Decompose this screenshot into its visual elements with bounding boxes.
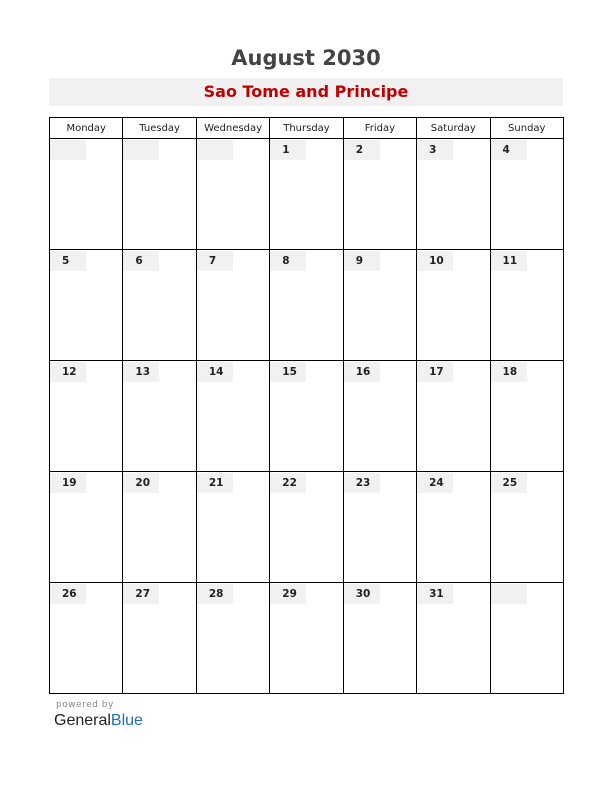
weekday-wednesday: Wednesday [196,118,269,139]
day-number: 18 [491,362,527,382]
week-row [50,250,564,361]
day-number: 28 [197,584,233,604]
day-number: 13 [123,362,159,382]
day-cell [343,250,416,361]
weekday-monday: Monday [50,118,123,139]
powered-by-text: powered by [56,700,114,710]
day-number: 6 [123,251,159,271]
calendar-grid [49,117,564,694]
day-number: 27 [123,584,159,604]
weekday-friday: Friday [343,118,416,139]
day-number: 21 [197,473,233,493]
day-cell [123,250,196,361]
day-cell [196,250,269,361]
country-banner: Sao Tome and Principe [49,78,563,106]
empty-day-cell [490,583,563,694]
day-number: 12 [50,362,86,382]
day-cell [343,361,416,472]
day-number: 15 [270,362,306,382]
day-cell [123,361,196,472]
day-cell [270,361,343,472]
day-number [123,140,159,160]
brand-general: General [54,712,111,729]
day-cell [196,472,269,583]
weekday-header-row [50,118,564,139]
day-number [197,140,233,160]
day-cell [123,472,196,583]
day-number: 4 [491,140,527,160]
day-number: 22 [270,473,306,493]
day-number: 26 [50,584,86,604]
day-number: 7 [197,251,233,271]
day-cell [343,139,416,250]
empty-day-cell [50,139,123,250]
day-number: 14 [197,362,233,382]
empty-day-cell [123,139,196,250]
day-number: 10 [417,251,453,271]
day-number: 1 [270,140,306,160]
day-cell [270,139,343,250]
day-number: 17 [417,362,453,382]
day-cell [270,583,343,694]
day-number: 25 [491,473,527,493]
empty-day-cell [196,139,269,250]
day-number: 5 [50,251,86,271]
day-number: 2 [344,140,380,160]
day-cell [417,361,490,472]
day-number: 3 [417,140,453,160]
day-cell [417,583,490,694]
week-row [50,361,564,472]
day-cell [270,250,343,361]
day-cell [196,583,269,694]
weekday-thursday: Thursday [270,118,343,139]
day-cell [50,583,123,694]
day-cell [490,472,563,583]
week-row [50,472,564,583]
day-number: 20 [123,473,159,493]
day-number: 23 [344,473,380,493]
day-cell [196,361,269,472]
day-number: 24 [417,473,453,493]
day-cell [50,361,123,472]
day-cell [270,472,343,583]
day-cell [343,472,416,583]
day-cell [50,250,123,361]
weekday-sunday: Sunday [490,118,563,139]
week-row [50,139,564,250]
weekday-tuesday: Tuesday [123,118,196,139]
day-cell [50,472,123,583]
day-number: 8 [270,251,306,271]
day-number [491,584,527,604]
day-cell [343,583,416,694]
day-number: 16 [344,362,380,382]
day-cell [417,139,490,250]
day-cell [417,472,490,583]
week-row [50,583,564,694]
calendar-title: August 2030 [231,46,381,70]
day-cell [123,583,196,694]
day-cell [490,361,563,472]
day-cell [490,139,563,250]
weekday-saturday: Saturday [417,118,490,139]
day-number: 11 [491,251,527,271]
day-number: 31 [417,584,453,604]
day-number: 29 [270,584,306,604]
day-number: 19 [50,473,86,493]
day-cell [490,250,563,361]
generalblue-logo[interactable] [54,712,143,730]
brand-blue: Blue [110,712,143,729]
day-number: 30 [344,584,380,604]
day-number [50,140,86,160]
day-number: 9 [344,251,380,271]
day-cell [417,250,490,361]
